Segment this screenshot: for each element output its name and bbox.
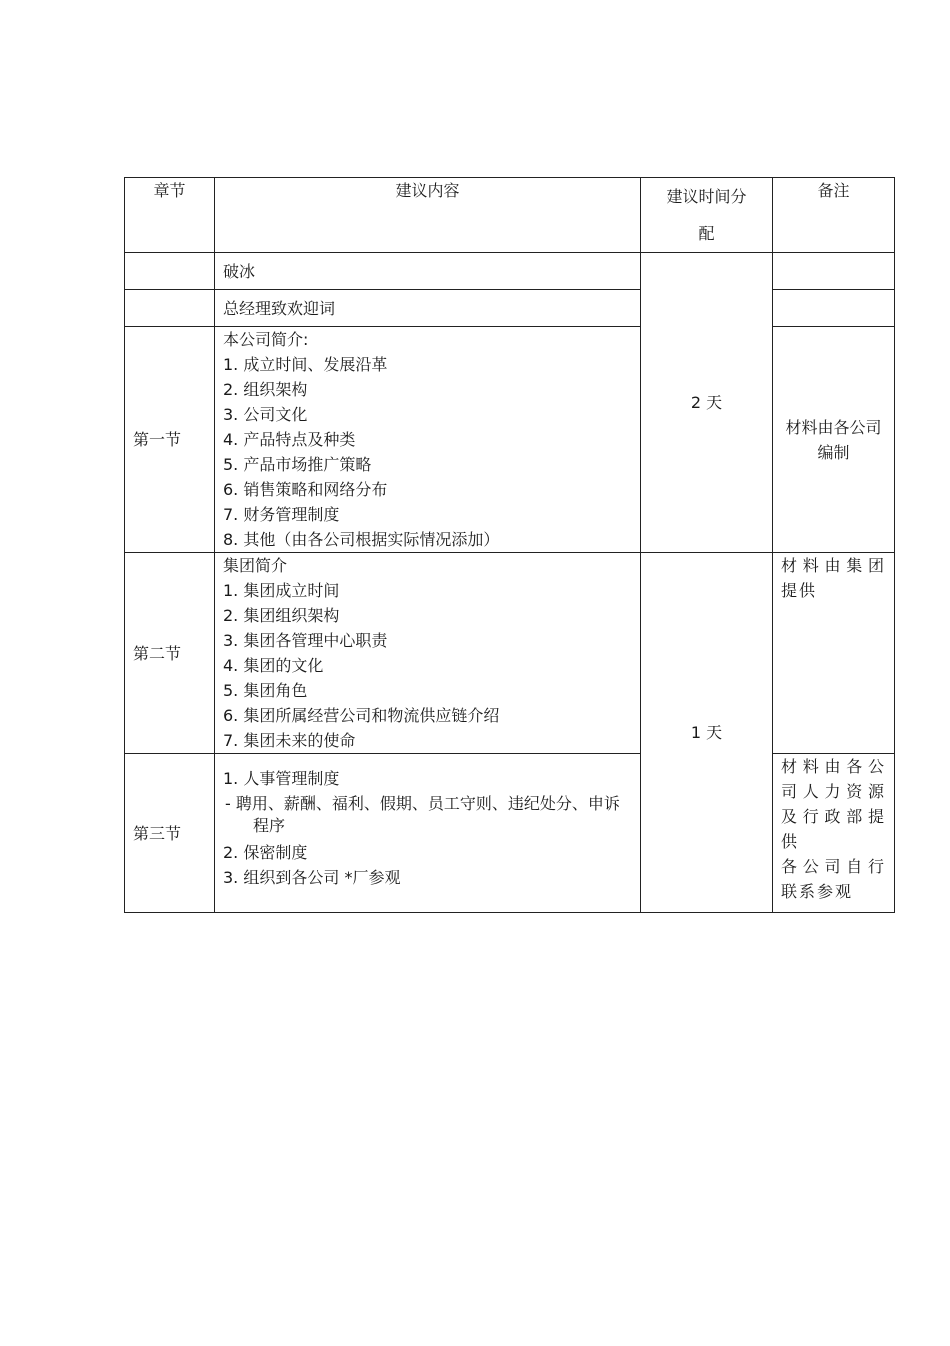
list-item: 2. 集团组织架构 [223,606,340,625]
note-text-hr: 材料由各公司人力资源及行政部提供 [781,757,886,851]
list-item: 3. 公司文化 [223,405,308,424]
chapter-cell-empty [125,253,215,290]
table-row [125,253,895,290]
list-item: 4. 产品特点及种类 [223,430,356,449]
table-row [125,327,895,553]
note-cell-empty [773,290,895,327]
content-cell-welcome [215,290,641,327]
chapter-cell-section3: 第三节 [125,754,215,913]
header-time-line2: 配 [698,224,715,243]
content-cell-section1 [215,327,641,553]
chapter-cell-empty [125,290,215,327]
list-item: 1. 成立时间、发展沿革 [223,355,388,374]
header-content: 建议内容 [215,178,641,253]
table-row [125,290,895,327]
list-item: 3. 集团各管理中心职责 [223,631,388,650]
list-item: 1. 集团成立时间 [223,581,340,600]
note-cell-section3 [773,754,895,913]
list-item: 1. 人事管理制度 [223,769,340,788]
list-item: 7. 财务管理制度 [223,505,340,524]
list-item: 2. 组织架构 [223,380,308,399]
icebreak-text: 破冰 [223,262,256,281]
list-item: 5. 产品市场推广策略 [223,455,372,474]
list-item: 7. 集团未来的使命 [223,731,356,750]
header-time-line1: 建议时间分 [666,187,747,206]
content-cell-section2 [215,553,641,754]
note-cell-section2: 材料由集团提供 [773,553,895,754]
list-item: 6. 销售策略和网络分布 [223,480,388,499]
time-cell-1day [641,553,773,913]
time-cell-2days [641,253,773,553]
list-item: 3. 组织到各公司 *厂参观 [223,868,401,887]
welcome-text: 总经理致欢迎词 [223,299,336,318]
list-item: 8. 其他（由各公司根据实际情况添加） [223,530,500,549]
note-cell-empty [773,253,895,290]
section2-title: 集团简介 [223,556,288,575]
list-item: 5. 集团角色 [223,681,308,700]
note-text-visit: 各公司自行联系参观 [781,857,886,901]
list-item: 6. 集团所属经营公司和物流供应链介绍 [223,706,500,725]
chapter-cell-section1: 第一节 [125,327,215,553]
note-cell-section1: 材料由各公司编制 [773,327,895,553]
header-time [641,178,773,253]
time-value: 2 天 [690,393,723,412]
list-item: 4. 集团的文化 [223,656,324,675]
content-cell-section3 [215,754,641,913]
list-item: 2. 保密制度 [223,843,308,862]
header-chapter: 章节 [125,178,215,253]
table-row [125,553,895,754]
training-plan-table [124,177,895,913]
content-cell-icebreak [215,253,641,290]
table-row [125,754,895,913]
header-note: 备注 [773,178,895,253]
time-value: 1 天 [690,723,723,742]
chapter-cell-section2: 第二节 [125,553,215,754]
list-sub-item: - 聘用、薪酬、福利、假期、员工守则、违纪处分、申诉程序 [225,794,620,835]
section1-title: 本公司简介: [223,330,309,349]
table-header-row [125,178,895,253]
